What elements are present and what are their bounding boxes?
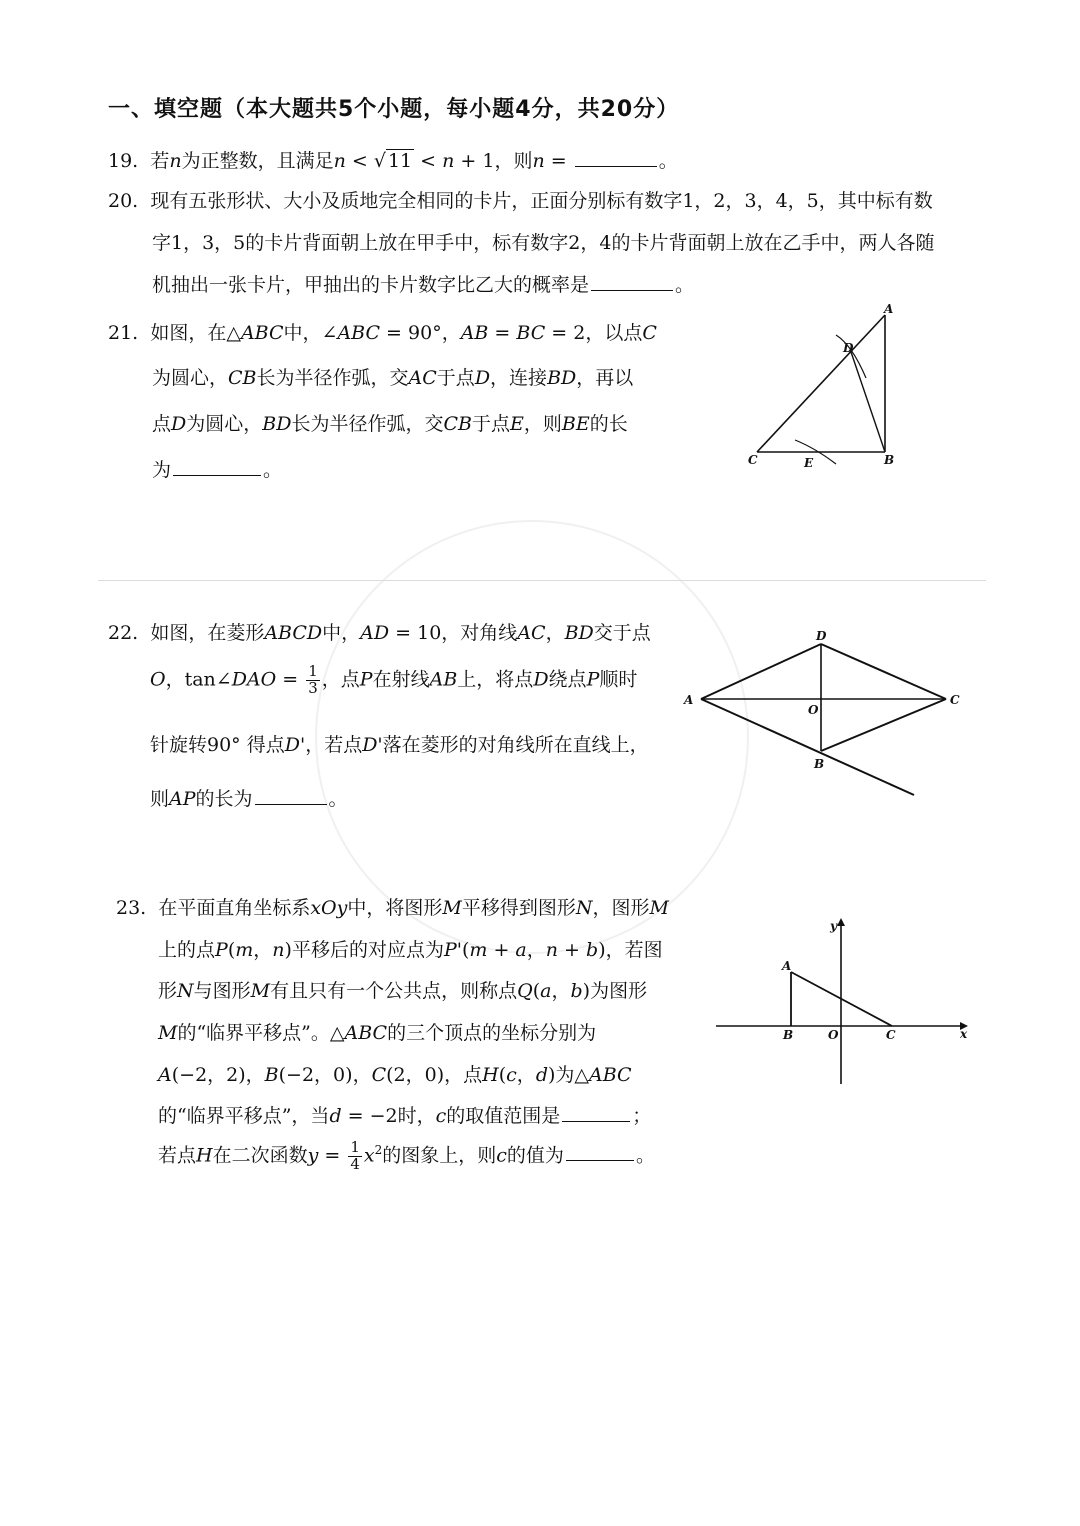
text-run: 的取值范围是 [446,1105,561,1127]
text-run: = 10，对角线 [389,622,518,644]
text-run: ABC [337,322,381,344]
text-run: (−2，0)， [278,1064,372,1086]
text-run: 为圆心， [152,367,229,389]
text-run: m [469,939,488,961]
label-o: O [808,703,819,717]
text-run: 1 [308,662,318,680]
text-run: n [532,150,545,172]
text-run: y [307,1144,319,1167]
text-run: 。 [263,459,283,481]
text-run: ABC [240,322,284,344]
answer-blank-value[interactable] [566,1159,634,1161]
text-run: ，再以 [576,367,634,389]
question-number: 23. [116,897,147,919]
label-e: E [804,456,814,470]
text-run: ( [461,939,470,961]
text-run: H [482,1064,499,1086]
text-run: 为正整数，且满足 [181,150,334,172]
text-run: BC [516,322,546,344]
text-run: ABC [589,1064,632,1086]
text-run: CB [228,367,257,389]
text-run: m [235,939,254,961]
label-b: B [783,1028,794,1042]
text-run: A [158,1064,172,1086]
text-run: ， [526,939,546,961]
segment-bd [851,352,885,452]
text-run: = −2时， [341,1105,436,1127]
text-run: n [333,150,346,172]
text-run: 在平面直角坐标系 [158,897,311,919]
text-run: 。 [658,150,678,172]
text-run: 的长 [589,413,628,435]
text-run: c [435,1105,447,1127]
question-number: 20. [108,190,139,212]
text-run: 的“临界平移点”，当 [158,1105,330,1127]
text-run: n [442,150,455,172]
text-run: )平移后的对应点为 [284,939,444,961]
text-run: 为 [152,459,172,481]
text-run: 在射线 [372,668,430,691]
text-run: ( [498,1064,507,1086]
text-run: 则 [150,788,170,810]
text-run: ，连接 [490,367,548,389]
text-run: ， [545,622,565,644]
text-run: CB [443,413,472,435]
text-run: BD [564,622,594,644]
text-run: 长为半径作弧，交 [291,413,444,435]
text-run: n [545,939,559,961]
answer-blank[interactable] [575,165,657,167]
text-run: = 90°， [380,322,461,344]
label-d: D [843,341,854,355]
text-run: 现有五张形状、大小及质地完全相同的卡片，正面分别标有数字1，2，3，4，5，其中标有数 [150,190,933,212]
text-run: 字1，3，5的卡片背面朝上放在甲手中，标有数字2，4的卡片背面朝上放在乙手中，两人各随 [152,232,935,254]
question-19: 19. 若n为正整数，且满足n < √ 11 < n + 1，则n = 。 [108,150,678,172]
question-number: 19. [108,150,139,172]
text-run: c [506,1064,517,1086]
figure-22-rhombus [676,622,976,802]
text-run: (−2，2)， [171,1064,265,1086]
text-run: E [510,413,524,435]
text-run: 形 [158,980,178,1002]
text-run: 长为半径作弧，交 [256,367,409,389]
text-run: D' [284,734,306,756]
text-run: 4 [350,1154,360,1173]
section-title: 一、填空题（本大题共5个小题，每小题4分，共20分） [108,97,680,122]
text-run: P [586,668,600,691]
text-run: 针旋转90° 得点 [150,734,285,756]
text-run: a [515,939,527,961]
text-run: O [150,668,166,691]
text-run: 的“临界平移点”。△ [177,1022,345,1044]
side-dc [821,644,946,699]
text-run: DAO [231,668,277,691]
text-run: < [345,150,374,172]
text-run: D [533,668,549,691]
text-run: AC [408,367,437,389]
text-run: 中，∠ [283,322,338,344]
text-run: AB [460,322,489,344]
text-run: D' [362,734,383,756]
figure-21-triangle [740,300,910,480]
text-run: 的图象上，则 [382,1144,497,1167]
label-b: B [814,757,825,771]
text-run: ，tan∠ [165,668,232,691]
text-run: )为图形 [582,980,648,1002]
text-run: N [177,980,194,1002]
text-run: = [488,322,517,344]
y-axis-arrow [837,918,845,926]
label-x: x [960,1027,968,1041]
label-b: B [884,453,895,467]
text-run: = [544,150,573,172]
text-run: 平移得到图形 [461,897,576,919]
text-run: P [215,939,228,961]
label-o: O [828,1028,839,1042]
text-run: C [642,322,657,344]
text-run: M [649,897,669,919]
text-run: AP [169,788,196,810]
page-divider [98,580,986,581]
text-run: M [250,980,271,1002]
text-run: 绕点 [548,668,587,691]
text-run: c [496,1144,507,1167]
text-run: 中，将图形 [347,897,443,919]
label-c: C [886,1028,896,1042]
text-run: AC [517,622,546,644]
answer-blank[interactable] [173,474,261,476]
text-run: 的长为 [195,788,253,810]
text-run: 在二次函数 [212,1144,308,1167]
text-run: 于点 [436,367,475,389]
text-run: ，图形 [592,897,650,919]
text-run: = [276,668,305,691]
text-run: 为圆心， [186,413,263,435]
side-cb [821,699,946,751]
text-run: 于点 [471,413,510,435]
text-run: = [318,1144,347,1167]
text-run: 交于点 [593,622,651,644]
text-run: ( [227,939,236,961]
text-run: H [196,1144,213,1167]
text-run: P [359,668,373,691]
text-run: ，点 [321,668,360,691]
label-a: A [684,693,694,707]
text-run: n [169,150,182,172]
text-run: )为△ [547,1064,590,1086]
text-run: 上，将点 [457,668,534,691]
label-d: D [816,629,827,643]
text-run: BD [262,413,292,435]
text-run: ， [253,939,273,961]
text-run: 上的点 [158,939,216,961]
text-run: 若点 [158,1144,197,1167]
figure-23-coordinate-plane [712,912,974,1090]
text-run: b [570,980,583,1002]
text-run: 顺时 [599,668,638,691]
answer-blank[interactable] [591,289,673,291]
text-run: d [329,1105,342,1127]
text-run: (2，0)，点 [386,1064,483,1086]
fraction-one-quarter [348,1140,362,1173]
text-run: + [487,939,516,961]
text-run: a [540,980,552,1002]
text-run: ，则 [523,413,562,435]
text-run: M [442,897,462,919]
segment-ca [757,315,885,452]
label-c: C [950,693,960,707]
text-run: 如图，在菱形 [150,622,265,644]
text-run: = 2，以点 [545,322,643,344]
text-run: xOy [310,897,348,919]
text-run: 3 [308,678,318,697]
text-run: P' [443,939,462,961]
answer-blank[interactable] [255,803,327,805]
label-a: A [884,302,894,316]
text-run: 落在菱形的对角线所在直线上， [382,734,649,756]
text-run: < [414,150,443,172]
text-run: x [363,1144,375,1167]
text-run: 的值为 [506,1144,564,1167]
text-run: 2 [374,1142,383,1157]
answer-blank-range[interactable] [562,1120,630,1122]
text-run: AB [429,668,458,691]
text-run: 11 [387,150,413,172]
text-run: 机抽出一张卡片，甲抽出的卡片数字比乙大的概率是 [152,274,590,296]
question-number: 22. [108,622,139,644]
label-a: A [782,959,792,973]
text-run: M [158,1022,178,1044]
text-run: 与图形 [193,980,251,1002]
text-run: ，若点 [305,734,363,756]
text-run: b [586,939,599,961]
text-run: 中， [322,622,361,644]
label-c: C [748,453,758,467]
text-run: BD [547,367,577,389]
text-run: 有且只有一个公共点，则称点 [270,980,518,1002]
text-run: ； [632,1105,652,1127]
question-number: 21. [108,322,139,344]
label-y: y [830,919,837,933]
text-run: BE [561,413,590,435]
text-run: 。 [675,274,695,296]
text-run: 若 [150,150,170,172]
text-run: B [264,1064,279,1086]
text-run: d [535,1064,548,1086]
text-run: n [272,939,285,961]
text-run: D [474,367,491,389]
text-run: Q [517,980,533,1002]
text-run: D [171,413,187,435]
text-run: 1 [350,1138,360,1156]
text-run: )，若图 [598,939,663,961]
text-run: ， [551,980,571,1002]
text-run: + 1，则 [454,150,533,172]
text-run: N [575,897,593,919]
text-run: + [558,939,587,961]
text-run: 。 [328,788,348,810]
text-run: 点 [152,413,172,435]
text-run: 的三个顶点的坐标分别为 [387,1022,597,1044]
text-run: C [371,1064,387,1086]
text-run: ABC [344,1022,388,1044]
fraction-one-third [306,664,320,697]
text-run: ， [516,1064,536,1086]
side-ad [701,644,821,699]
text-run: AD [360,622,390,644]
text-run: 如图，在△ [150,322,241,344]
text-run: ( [532,980,541,1002]
text-run: ABCD [264,622,323,644]
text-run: 。 [635,1144,655,1167]
